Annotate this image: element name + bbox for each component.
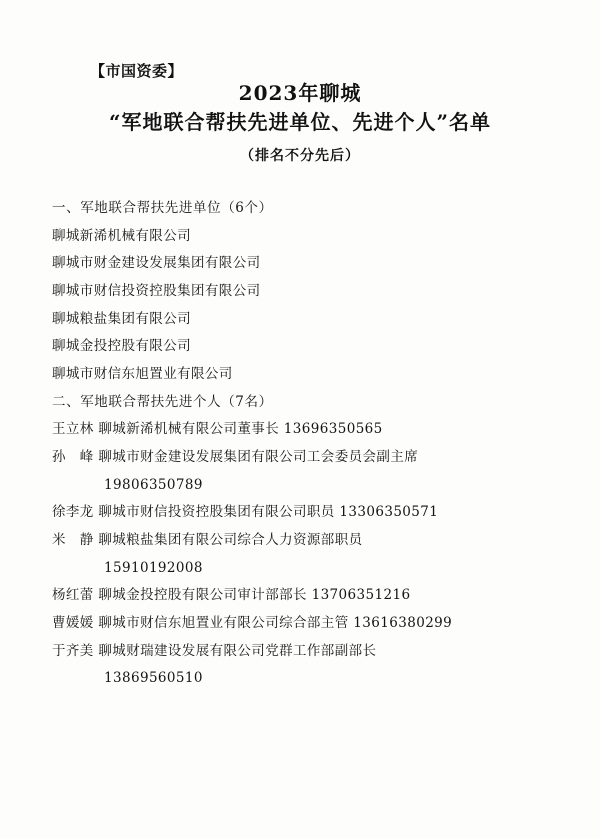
- page-title-line-2: “军地联合帮扶先进单位、先进个人”名单: [108, 110, 491, 134]
- list-item: 米 静 聊城粮盐集团有限公司综合人力资源部职员: [52, 532, 363, 549]
- list-item-continuation: 15910192008: [104, 559, 203, 576]
- page-subtitle: （排名不分先后）: [240, 148, 360, 164]
- list-item: 杨红蕾 聊城金投控股有限公司审计部部长 13706351216: [52, 587, 411, 604]
- section-heading-units: 一、军地联合帮扶先进单位（6个）: [52, 200, 273, 216]
- list-item: 聊城市财金建设发展集团有限公司: [52, 255, 261, 272]
- list-item: 于齐美 聊城财瑞建设发展有限公司党群工作部副部长: [52, 642, 377, 659]
- document-body: [52, 195, 548, 693]
- section-individuals: [52, 389, 548, 693]
- section-units: [52, 195, 548, 389]
- list-item: 徐李龙 聊城市财信投资控股集团有限公司职员 13306350571: [52, 504, 439, 521]
- list-item-continuation: 13869560510: [104, 670, 203, 687]
- page-title-line-1: 2023年聊城: [238, 81, 362, 105]
- list-item: 曹媛媛 聊城市财信东旭置业有限公司综合部主管 13616380299: [52, 615, 453, 632]
- document-title-block: [52, 79, 548, 165]
- list-item-continuation: 19806350789: [104, 476, 203, 493]
- list-item: 王立林 聊城新浠机械有限公司董事长 13696350565: [52, 421, 383, 438]
- list-item: 聊城市财信东旭置业有限公司: [52, 366, 233, 383]
- list-item: 聊城新浠机械有限公司: [52, 227, 191, 244]
- section-heading-individuals: 二、军地联合帮扶先进个人（7名）: [52, 393, 273, 410]
- list-item: 聊城金投控股有限公司: [52, 338, 191, 355]
- list-item: 聊城市财信投资控股集团有限公司: [52, 283, 261, 300]
- issuing-department-label: 【市国资委】: [90, 62, 184, 80]
- list-item: 孙 峰 聊城市财金建设发展集团有限公司工会委员会副主席: [52, 449, 419, 466]
- list-item: 聊城粮盐集团有限公司: [52, 310, 191, 327]
